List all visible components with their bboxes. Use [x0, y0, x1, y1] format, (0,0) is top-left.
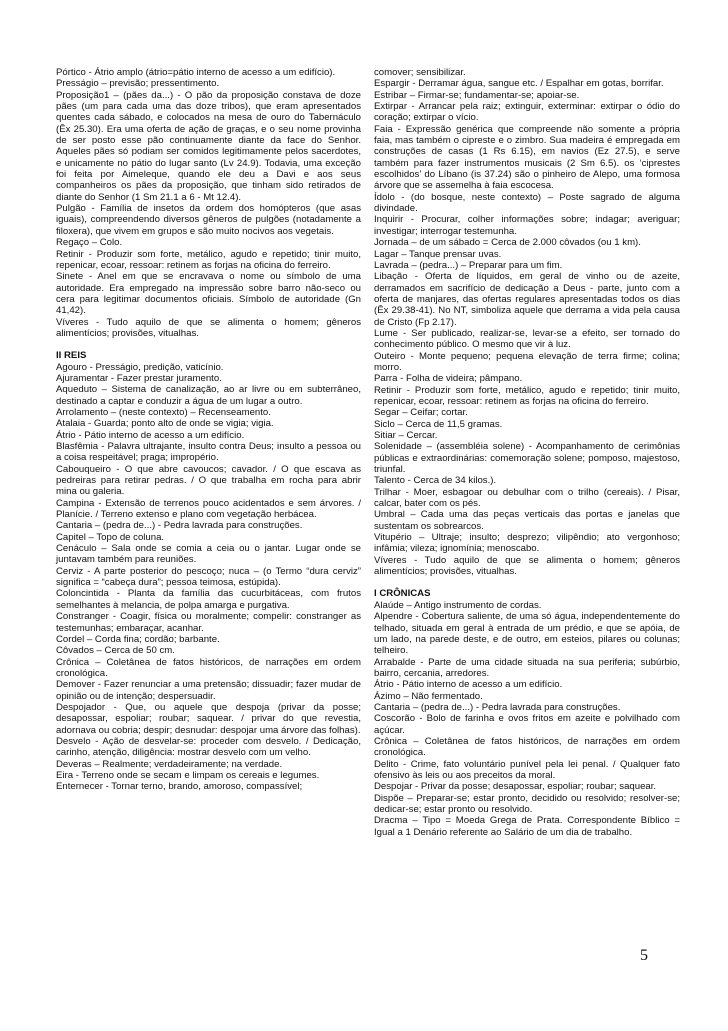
glossary-entry: Sinete - Anel em que se encravava o nome ou símbolo de uma autoridade. Era empregado na impressão sobre barro não-seco ou cera para legitimar documentos oficiais. Símbolo de autoridade (Gn 41,42).	[56, 271, 361, 317]
glossary-entry: Cantaria – (pedra de...) - Pedra lavrada para construções.	[374, 701, 621, 713]
glossary-entry: Crônica – Coletânea de fatos históricos, de narrações em ordem cronológica.	[374, 735, 680, 759]
glossary-entry: Inquirir - Procurar, colher informações sobre; indagar; averiguar; investigar; interrogar testemunha.	[374, 214, 680, 237]
glossary-entry: Cantaria – (pedra de...) - Pedra lavrada para construções.	[56, 520, 303, 532]
glossary-entry: Siclo – Cerca de 11,5 gramas.	[374, 418, 503, 430]
glossary-entry: Presságio – previsão; pressentimento.	[56, 78, 220, 90]
right-column	[374, 67, 680, 838]
left-column	[56, 67, 361, 793]
glossary-entry: Capitel – Topo de coluna.	[56, 531, 165, 543]
glossary-entry: Cerviz - A parte posterior do pescoço; nuca – (o Termo “dura cerviz” significa = “cabeça dura”; pessoa teimosa, estúpida).	[56, 565, 361, 589]
glossary-entry: Enternecer - Tornar terno, brando, amoroso, compassível;	[56, 781, 303, 793]
glossary-entry: Átrio - Pátio interno de acesso a um edifício.	[56, 429, 245, 441]
glossary-entry: Aqueduto – Sistema de canalização, ao ar livre ou em subterrâneo, destinado a captar e conduzir a água de um lugar a outro.	[56, 384, 361, 407]
glossary-entry: Regaço – Colo.	[56, 237, 123, 249]
glossary-entry: Átrio - Pátio interno de acesso a um edifício.	[374, 679, 563, 691]
glossary-entry: Arrabalde - Parte de uma cidade situada na sua periferia; subúrbio, bairro, cercania, arredores.	[374, 656, 680, 679]
glossary-entry: Trilhar - Moer, esbagoar ou debulhar com o trilho (cereais). / Pisar, calcar, bater com os pés.	[374, 486, 680, 510]
glossary-entry: Víveres - Tudo aquilo de que se alimenta o homem; gêneros alimentícios; provisões, vitualhas.	[374, 554, 680, 578]
glossary-entry: Pulgão - Família de insetos da ordem dos homópteros (que asas iguais), compreendendo diversos gêneros de pulgões (notadamente a filoxera), que vivem em grupos e são muito nocivos aos vegetais.	[56, 203, 361, 237]
glossary-entry: Retinir - Produzir som forte, metálico, agudo e repetido; tinir muito, repenicar, ecoar, ressoar: retinem as forjas na oficina do ferreiro.	[56, 248, 361, 271]
glossary-entry: Dracma – Tipo = Moeda Grega de Prata. Correspondente Bíblico = Igual a 1 Denário referente ao Salário de um dia de trabalho.	[374, 815, 680, 838]
section-title-ii-reis: II REIS	[56, 350, 87, 362]
glossary-entry: Proposição1 – (pães da...) - O pão da proposição constava de doze pães (um para cada uma das doze tribos), que eram apresentados quentes cada sábado, e colocados na mesa de ouro do Tabernáculo (Êx 25.30). Era uma oferta de ação de graças, e o seu nome provinha de ser posto esse pão continuamente diante da face do Senhor. Aqueles pães só podiam ser comidos legitimamente pelos sacerdotes, e unicamente no pátio do lugar santo (Lv 24.9). Todavia, uma exceção foi feita por Aimeleque, quando ele deu a Davi e aos seus companheiros os pães da proposição, que tinham sido retirados de diante do Senhor (1 Sm 21.1 a 6 - Mt 12.4).	[56, 89, 361, 203]
glossary-entry: Talento - Cerca de 34 kilos.).	[374, 475, 497, 487]
glossary-entry: Lume - Ser publicado, realizar-se, levar-se a efeito, ser tornado do conhecimento público. O mesmo que vir à luz.	[374, 327, 680, 351]
glossary-entry: Sitiar – Cercar.	[374, 430, 438, 441]
glossary-entry: Jornada – de um sábado = Cerca de 2.000 côvados (ou 1 km).	[374, 237, 641, 249]
glossary-entry: Agouro - Presságio, predição, vaticínio.	[56, 361, 224, 373]
glossary-entry: Cabouqueiro - O que abre cavoucos; cavador. / O que escava as pedreiras para retirar pedras. / O que trabalha em rocha para abrir mina ou galeria.	[56, 463, 361, 498]
glossary-entry: Desvelo - Ação de desvelar-se: proceder com desvelo. / Dedicação, carinho, atenção, diligência: mostrar desvelo com um velho.	[56, 735, 361, 759]
page-number: 5	[640, 947, 648, 964]
glossary-entry: Faia - Expressão genérica que compreende não somente a própria faia, mas também o cipreste e o zimbro. Sua madeira é empregada em construções de casas (1 Rs 6.15), em navios (Ez 27.5), e serve também para fazer instrumentos musicais (2 Sm 6.5). os ‘ciprestes escolhidos’ do Líbano (is 37.24) são o pinheiro de Alepo, uma formosa árvore que se assemelha à faia escocesa.	[374, 123, 680, 192]
glossary-entry: Parra - Folha de videira; pâmpano.	[374, 373, 523, 385]
glossary-entry: Deveras – Realmente; verdadeiramente; na verdade.	[56, 758, 283, 770]
glossary-entry: Lavrada – (pedra...) – Preparar para um fim.	[374, 259, 563, 271]
glossary-entry: Lagar – Tanque prensar uvas.	[374, 248, 502, 260]
glossary-entry: Outeiro - Monte pequeno; pequena elevação de terra firme; colina; morro.	[374, 350, 680, 373]
glossary-entry: Eira - Terreno onde se secam e limpam os cereais e legumes.	[56, 769, 320, 781]
glossary-entry: Delito - Crime, fato voluntário punível pela lei penal. / Qualquer fato ofensivo às leis ou aos preceitos da moral.	[374, 758, 680, 781]
glossary-entry: Côvados – Cerca de 50 cm.	[56, 645, 175, 657]
glossary-entry: Solenidade – (assembléia solene) - Acompanhamento de cerimônias públicas e extraordinárias: comemoração solene; pomposo, majestoso, triunfal.	[374, 441, 680, 476]
glossary-entry: Crônica – Coletânea de fatos históricos, de narrações em ordem cronológica.	[56, 656, 361, 679]
glossary-entry: Despojador - Que, ou aquele que despoja (privar da posse; desapossar, espoliar; roubar; saquear. / privar do que revestia, adornava ou cobria; despir; desnudar: despojar uma árvore das folhas).	[56, 701, 361, 736]
glossary-entry: Libação - Oferta de líquidos, em geral de vinho ou de azeite, derramados em sacrifício de dedicação a Deus - parte, junto com a oferta de manjares, das ofertas regulares apresentadas todos os dias (Êx 29.38-41). No NT, simboliza aquele que derrama a vida pela causa de Cristo (Fp 2.17).	[374, 271, 680, 328]
glossary-entry: Cordel – Corda fina; cordão; barbante.	[56, 633, 220, 645]
glossary-entry: Vitupério – Ultraje; insulto; desprezo; vilipêndio; ato vergonhoso; infâmia; vileza; ignomínia; menoscabo.	[374, 532, 680, 555]
glossary-entry: Constranger - Coagir, física ou moralmente; compelir: constranger as testemunhas; embaraçar, acanhar.	[56, 611, 361, 634]
glossary-entry: Despojar - Privar da posse; desapossar, espoliar; roubar; saquear.	[374, 781, 657, 793]
glossary-entry: Retinir - Produzir som forte, metálico, agudo e repetido; tinir muito, repenicar, ecoar, ressoar: retinem as forjas na oficina do ferreiro.	[374, 384, 680, 407]
glossary-entry: Ajuramentar - Fazer prestar juramento.	[56, 372, 222, 384]
glossary-entry: Umbral – Cada uma das peças verticais das portas e janelas que sustentam os sobrearcos.	[374, 509, 680, 532]
glossary-entry: Segar – Ceifar; cortar.	[374, 407, 468, 419]
glossary-entry: Dispõe – Preparar-se; estar pronto, decidido ou resolvido; resolver-se; dedicar-se; estar pronto ou resolvido.	[374, 792, 680, 815]
glossary-entry: Víveres - Tudo aquilo de que se alimenta o homem; gêneros alimentícios; provisões, vitualhas.	[56, 316, 361, 339]
section-title-i-cronicas: I CRÔNICAS	[374, 588, 431, 600]
glossary-entry: Ídolo - (do bosque, neste contexto) – Poste sagrado de alguma divindade.	[374, 191, 680, 215]
glossary-entry: Coscorão - Bolo de farinha e ovos fritos em azeite e polvilhado com açúcar.	[374, 713, 680, 736]
glossary-entry: Alpendre - Cobertura saliente, de uma só água, independentemente do telhado, situada em geral à entrada de um prédio, e que se apóia, de um lado, na parede deste, e de outro, em esteios, pilares ou colunas; telheiro.	[374, 611, 680, 657]
glossary-entry: Campina - Extensão de terrenos pouco acidentados e sem árvores. / Planície. / Terreno extenso e plano com vegetação herbácea.	[56, 497, 361, 521]
glossary-entry: Demover - Fazer renunciar a uma pretensão; dissuadir; fazer mudar de opinião ou de intenção; despersuadir.	[56, 679, 361, 702]
glossary-entry: Alaúde – Antigo instrumento de cordas.	[374, 599, 542, 611]
glossary-entry: Cenáculo – Sala onde se comia a ceia ou o jantar. Lugar onde se juntavam também para reuniões.	[56, 543, 361, 566]
glossary-entry: comover; sensibilizar.	[374, 67, 466, 78]
glossary-entry: Blasfêmia - Palavra ultrajante, insulto contra Deus; insulto a pessoa ou a coisa respeitável; praga; impropério.	[56, 441, 361, 464]
glossary-entry: Estribar – Firmar-se; fundamentar-se; apoiar-se.	[374, 89, 580, 101]
glossary-entry: Atalaia - Guarda; ponto alto de onde se vigia; vigia.	[56, 418, 274, 430]
glossary-entry: Coloncintida - Planta da família das cucurbitáceas, com frutos semelhantes à melancia, de polpa amarga e purgativa.	[56, 588, 361, 611]
glossary-entry: Arrolamento – (neste contexto) – Recenseamento.	[56, 406, 271, 418]
glossary-entry: Ázimo – Não fermentado.	[374, 690, 483, 702]
glossary-entry: Extirpar - Arrancar pela raiz; extinguir, exterminar: extirpar o ódio do coração; extirpar o vício.	[374, 101, 680, 124]
glossary-entry: Espargir - Derramar água, sangue etc. / Espalhar em gotas, borrifar.	[374, 78, 664, 90]
glossary-entry: Pórtico - Átrio amplo (átrio=pátio interno de acesso a um edifício).	[56, 67, 336, 78]
